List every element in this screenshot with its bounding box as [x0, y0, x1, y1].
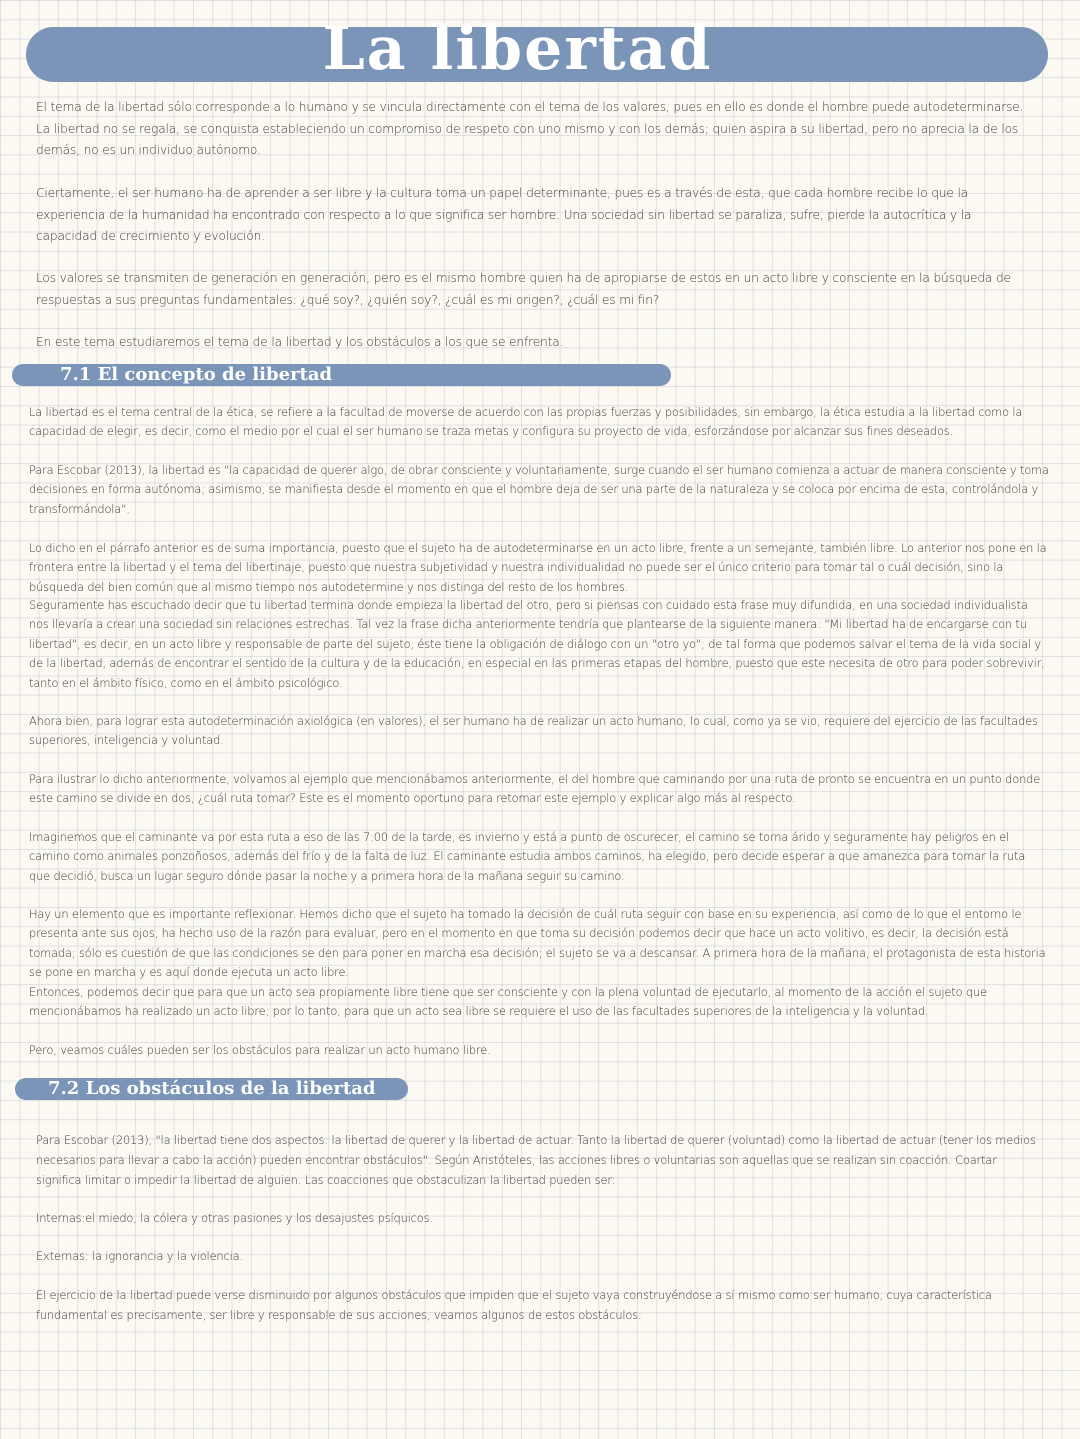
intro-paragraph: El tema de la libertad sólo corresponde a lo humano y se vincula directamente con el tema de los valores, pues en ello es donde el hombre puede autodeterminarse. La libertad no se regala, se conquista estableciendo un compromiso de respeto con uno mismo y con los demás; quien aspira a su libertad, pero no aprecia la de los demás, no es un individuo autónomo. [36, 100, 1024, 158]
section-paragraph: Hay un elemento que es importante reflexionar. Hemos dicho que el sujeto ha tomado la decisión de cuál ruta seguir con base en su experiencia, así como de lo que el entorno le presenta ante sus ojos, ha hecho uso de la razón para evaluar, pero en el momento en que toma su decisión podemos decir que hace un acto volitivo, es decir, la decisión está tomada; sólo es cuestión de que las condiciones se den para poner en marcha esa decisión; el sujeto se va a descansar. A primera hora de la mañana, el protagonista de esta historia se pone en marcha y es aquí donde ejecuta un acto libre. [29, 907, 1046, 980]
section-heading: 7.2 Los obstáculos de la libertad [48, 1078, 376, 1099]
list-item: Internas:el miedo, la cólera y otras pasiones y los desajustes psíquicos. [36, 1211, 433, 1225]
section-paragraph: Imaginemos que el caminante va por esta ruta a eso de las 7:00 de la tarde, es invierno y está a punto de oscurecer, el camino se torna árido y seguramente hay peligros en el camino como animales ponzoñosos, además del frío y de la falta de luz. El caminante estudia ambos caminos, ha elegido, pero decide esperar a que amanezca para tomar la ruta que decidió, busca un lugar seguro dónde pasar la noche y a primera hora de la mañana seguir su camino. [29, 830, 1026, 883]
section-paragraph: Para Escobar (2013), "la libertad tiene dos aspectos: la libertad de querer y la libertad de actuar. Tanto la libertad de querer (voluntad) como la libertad de actuar (tener los medios necesarios para llevar a cabo la acción) pueden encontrar obstáculos". Según Aristóteles, las acciones libres o voluntarias son aquellas que se realizan sin coacción. Coartar significa limitar o impedir la libertad de alguien. Las coacciones que obstaculizan la libertad pueden ser: [36, 1133, 1036, 1187]
list-item: Externas: la ignorancia y la violencia. [36, 1249, 243, 1263]
section-paragraph: Para Escobar (2013), la libertad es "la capacidad de querer algo, de obrar consciente y voluntariamente, surge cuando el ser humano comienza a actuar de manera consciente y toma decisiones en forma autónoma; asimismo, se manifiesta desde el momento en que el hombre deja de ser una parte de la naturaleza y se coloca por encima de esta, controlándola y transformándola". [29, 463, 1049, 516]
section-heading: 7.1 El concepto de libertad [60, 364, 333, 385]
section-paragraph: Pero, veamos cuáles pueden ser los obstáculos para realizar un acto humano libre. [29, 1043, 491, 1057]
intro-paragraph: Ciertamente, el ser humano ha de aprender a ser libre y la cultura toma un papel determinante, pues es a través de esta, que cada hombre recibe lo que la experiencia de la humanidad ha encontrado con respecto a lo que significa ser hombre. Una sociedad sin libertad se paraliza, sufre, pierde la autocrítica y la capacidad de crecimiento y evolución. [36, 186, 972, 244]
section-paragraph: El ejercicio de la libertad puede verse disminuido por algunos obstáculos que impiden que el sujeto vaya construyéndose a sí mismo como ser humano, cuya característica fundamental es precisamente, ser libre y responsable de sus acciones, veamos algunos de estos obstáculos: [36, 1288, 992, 1322]
section-paragraph: Lo dicho en el párrafo anterior es de suma importancia, puesto que el sujeto ha de autodeterminarse en un acto libre, frente a un semejante, también libre. Lo anterior nos pone en la frontera entre la libertad y el tema del libertinaje, puesto que nuestra subjetividad y nuestra individualidad no puede ser el único criterio para tomar tal o cuál decisión, sino la búsqueda del bien común que al mismo tiempo nos autodetermine y nos distinga del resto de los hombres. [29, 541, 1047, 594]
section-paragraph: Entonces, podemos decir que para que un acto sea propiamente libre tiene que ser consciente y con la plena voluntad de ejecutarlo, al momento de la acción el sujeto que mencionábamos ha realizado un acto libre; por lo tanto, para que un acto sea libre se requiere el uso de las facultades superiores de la inteligencia y la voluntad. [29, 985, 987, 1019]
intro-paragraph: En este tema estudiaremos el tema de la libertad y los obstáculos a los que se enfrenta. [36, 335, 564, 349]
page-title: La libertad [322, 14, 713, 84]
section-paragraph: Para ilustrar lo dicho anteriormente, volvamos al ejemplo que mencionábamos anteriormente, el del hombre que caminando por una ruta de pronto se encuentra en un punto donde este camino se divide en dos, ¿cuál ruta tomar? Este es el momento oportuno para retomar este ejemplo y explicar algo más al respecto. [29, 772, 1041, 806]
intro-paragraph: Los valores se transmiten de generación en generación, pero es el mismo hombre quien ha de apropiarse de estos en un acto libre y consciente en la búsqueda de respuestas a sus preguntas fundamentales: ¿qué soy?, ¿quién soy?, ¿cuál es mi origen?, ¿cuál es mi fin? [36, 271, 1011, 307]
section-paragraph: Seguramente has escuchado decir que tu libertad termina donde empieza la libertad del otro, pero si piensas con cuidado esta frase muy difundida, en una sociedad individualista nos llevaría a crear una sociedad sin relaciones estrechas. Tal vez la frase dicha anteriormente tendría que plantearse de la siguiente manera: "Mi libertad ha de encargarse con tu libertad", es decir, en un acto libre y responsable de parte del sujeto, éste tiene la obligación de diálogo con un "otro yo"; de tal forma que podemos salvar el tema de la vida social y de la libertad, además de encontrar el sentido de la cultura y de la educación, en especial en las primeras etapas del hombre, puesto que este necesita de otro para poder sobrevivir, tanto en el ámbito físico, como en el ámbito psicológico. [29, 598, 1045, 690]
section-paragraph: La libertad es el tema central de la ética, se refiere a la facultad de moverse de acuerdo con las propias fuerzas y posibilidades, sin embargo, la ética estudia a la libertad como la capacidad de elegir, es decir, como el medio por el cual el ser humano se traza metas y configura su proyecto de vida, esforzándose por alcanzar sus fines deseados. [29, 405, 1023, 439]
section-paragraph: Ahora bien, para lograr esta autodeterminación axiológica (en valores), el ser humano ha de realizar un acto humano, lo cual, como ya se vio, requiere del ejercicio de las facultades superiores, inteligencia y voluntad. [29, 714, 1038, 748]
